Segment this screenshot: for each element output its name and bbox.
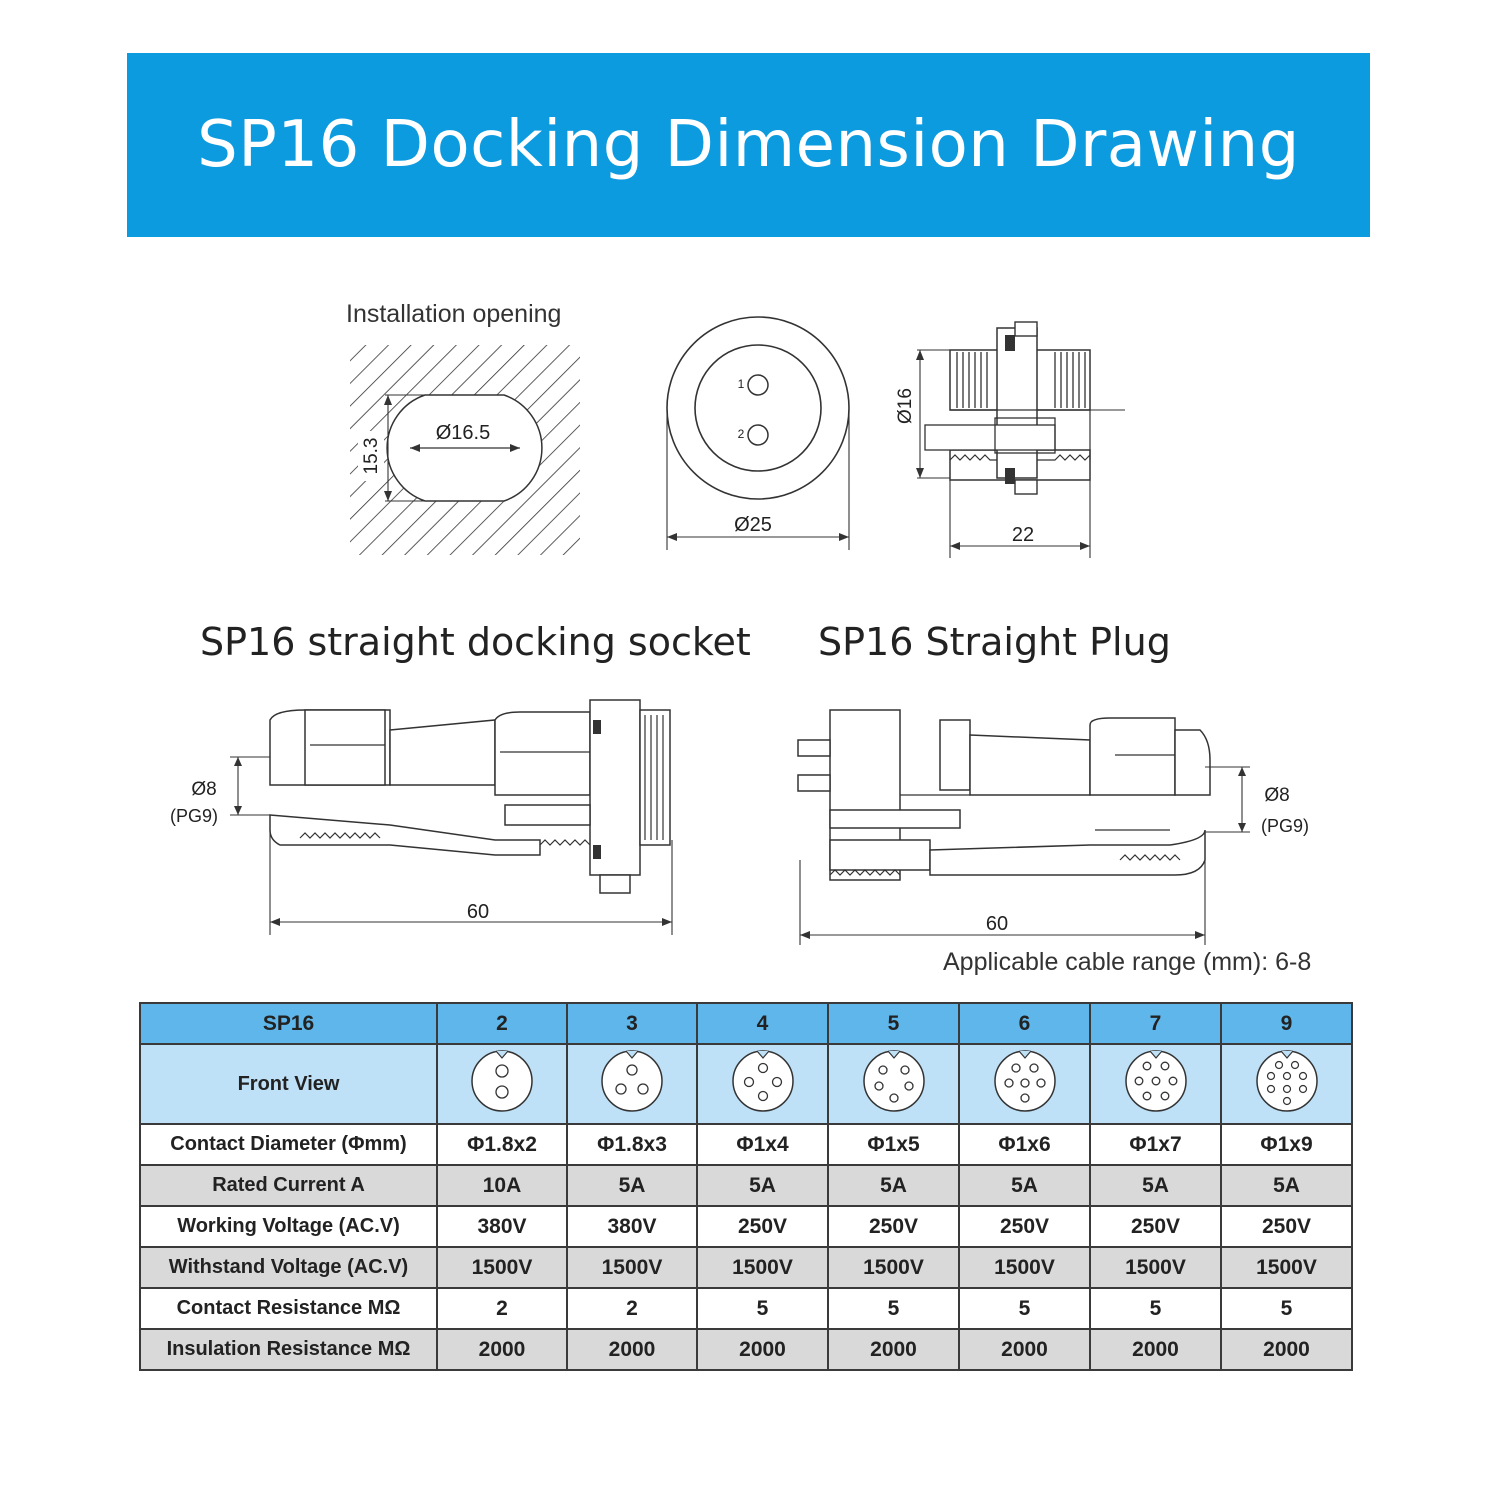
table-cell: 5 xyxy=(828,1288,959,1329)
front-view-2pin xyxy=(437,1044,567,1124)
front-view-4pin xyxy=(697,1044,828,1124)
header-cell: 9 xyxy=(1221,1003,1352,1044)
table-header-row xyxy=(140,1003,1352,1044)
table-cell: 250V xyxy=(697,1206,828,1247)
table-cell: 380V xyxy=(437,1206,567,1247)
table-cell: 5A xyxy=(697,1165,828,1206)
table-cell: 2 xyxy=(567,1288,697,1329)
table-cell: 5A xyxy=(828,1165,959,1206)
table-cell: Φ1x9 xyxy=(1221,1124,1352,1165)
table-cell: 10A xyxy=(437,1165,567,1206)
table-cell: Φ1x6 xyxy=(959,1124,1090,1165)
plug-cable-diameter-label: Ø8 xyxy=(1264,785,1290,806)
row-label: Working Voltage (AC.V) xyxy=(140,1206,437,1247)
page-title: SP16 Docking Dimension Drawing xyxy=(197,108,1300,182)
front-face-drawing xyxy=(655,315,865,555)
table-cell: 2000 xyxy=(697,1329,828,1370)
face-diameter-label: Ø25 xyxy=(734,514,772,536)
table-cell: 2000 xyxy=(437,1329,567,1370)
table-cell: 1500V xyxy=(828,1247,959,1288)
table-cell: 2000 xyxy=(1090,1329,1221,1370)
table-cell: 1500V xyxy=(697,1247,828,1288)
table-cell: 1500V xyxy=(1090,1247,1221,1288)
table-row xyxy=(140,1288,1352,1329)
table-cell: 380V xyxy=(567,1206,697,1247)
pin-1-label: 1 xyxy=(737,377,745,391)
side-view-drawing xyxy=(885,310,1135,560)
front-view-5pin xyxy=(828,1044,959,1124)
table-cell: Φ1.8x3 xyxy=(567,1124,697,1165)
table-cell: Φ1.8x2 xyxy=(437,1124,567,1165)
table-cell: 5 xyxy=(697,1288,828,1329)
side-diameter-label: Ø16 xyxy=(895,388,916,424)
table-cell: 5 xyxy=(1090,1288,1221,1329)
header-cell: SP16 xyxy=(140,1003,437,1044)
table-cell: 1500V xyxy=(1221,1247,1352,1288)
pin-layout-6-icon xyxy=(990,1046,1060,1116)
table-cell: 2000 xyxy=(567,1329,697,1370)
table-cell: Φ1x5 xyxy=(828,1124,959,1165)
table-cell: 5A xyxy=(1090,1165,1221,1206)
spec-table xyxy=(139,1002,1353,1371)
header-cell: 4 xyxy=(697,1003,828,1044)
table-cell: 250V xyxy=(828,1206,959,1247)
row-label: Contact Diameter (Φmm) xyxy=(140,1124,437,1165)
front-view-6pin xyxy=(959,1044,1090,1124)
pin-layout-4-icon xyxy=(728,1046,798,1116)
pin-layout-9-icon xyxy=(1252,1046,1322,1116)
pin-layout-3-icon xyxy=(597,1046,667,1116)
table-cell: 1500V xyxy=(567,1247,697,1288)
header-cell: 6 xyxy=(959,1003,1090,1044)
table-cell: 250V xyxy=(1090,1206,1221,1247)
plug-gland-label: (PG9) xyxy=(1260,816,1310,836)
opening-flat-label: 15.3 xyxy=(361,437,382,475)
table-cell: 1500V xyxy=(437,1247,567,1288)
row-label: Rated Current A xyxy=(140,1165,437,1206)
table-cell: 5A xyxy=(1221,1165,1352,1206)
table-cell: 2 xyxy=(437,1288,567,1329)
table-cell: 2000 xyxy=(959,1329,1090,1370)
pin-layout-7-icon xyxy=(1121,1046,1191,1116)
installation-opening-drawing xyxy=(330,335,600,570)
installation-opening-label: Installation opening xyxy=(346,300,562,328)
table-cell: Φ1x7 xyxy=(1090,1124,1221,1165)
cable-range-note: Applicable cable range (mm): 6-8 xyxy=(943,948,1312,976)
table-row xyxy=(140,1329,1352,1370)
table-row xyxy=(140,1165,1352,1206)
table-cell: 5A xyxy=(959,1165,1090,1206)
side-length-label: 22 xyxy=(1011,524,1035,546)
pin-layout-5-icon xyxy=(859,1046,929,1116)
front-view-7pin xyxy=(1090,1044,1221,1124)
table-cell: Φ1x4 xyxy=(697,1124,828,1165)
table-row xyxy=(140,1206,1352,1247)
front-view-row xyxy=(140,1044,1352,1124)
socket-drawing xyxy=(160,690,720,950)
header-cell: 5 xyxy=(828,1003,959,1044)
plug-drawing xyxy=(790,700,1350,955)
socket-length-label: 60 xyxy=(466,901,490,923)
header-cell: 2 xyxy=(437,1003,567,1044)
opening-diameter-label: Ø16.5 xyxy=(435,422,491,444)
table-cell: 1500V xyxy=(959,1247,1090,1288)
row-label: Contact Resistance MΩ xyxy=(140,1288,437,1329)
plug-length-label: 60 xyxy=(985,913,1009,935)
header-cell: 3 xyxy=(567,1003,697,1044)
socket-caption: SP16 straight docking socket xyxy=(200,620,751,664)
pin-layout-2-icon xyxy=(467,1046,537,1116)
table-cell: 2000 xyxy=(1221,1329,1352,1370)
table-cell: 250V xyxy=(959,1206,1090,1247)
table-row xyxy=(140,1124,1352,1165)
table-cell: 5A xyxy=(567,1165,697,1206)
front-view-3pin xyxy=(567,1044,697,1124)
pin-2-label: 2 xyxy=(737,427,745,441)
title-banner xyxy=(127,53,1370,237)
table-cell: 5 xyxy=(1221,1288,1352,1329)
socket-cable-diameter-label: Ø8 xyxy=(191,779,217,800)
header-cell: 7 xyxy=(1090,1003,1221,1044)
table-cell: 2000 xyxy=(828,1329,959,1370)
socket-gland-label: (PG9) xyxy=(169,806,219,826)
table-row xyxy=(140,1247,1352,1288)
row-label: Front View xyxy=(140,1044,437,1124)
row-label: Insulation Resistance MΩ xyxy=(140,1329,437,1370)
front-view-9pin xyxy=(1221,1044,1352,1124)
table-cell: 5 xyxy=(959,1288,1090,1329)
plug-caption: SP16 Straight Plug xyxy=(818,620,1171,664)
table-cell: 250V xyxy=(1221,1206,1352,1247)
row-label: Withstand Voltage (AC.V) xyxy=(140,1247,437,1288)
